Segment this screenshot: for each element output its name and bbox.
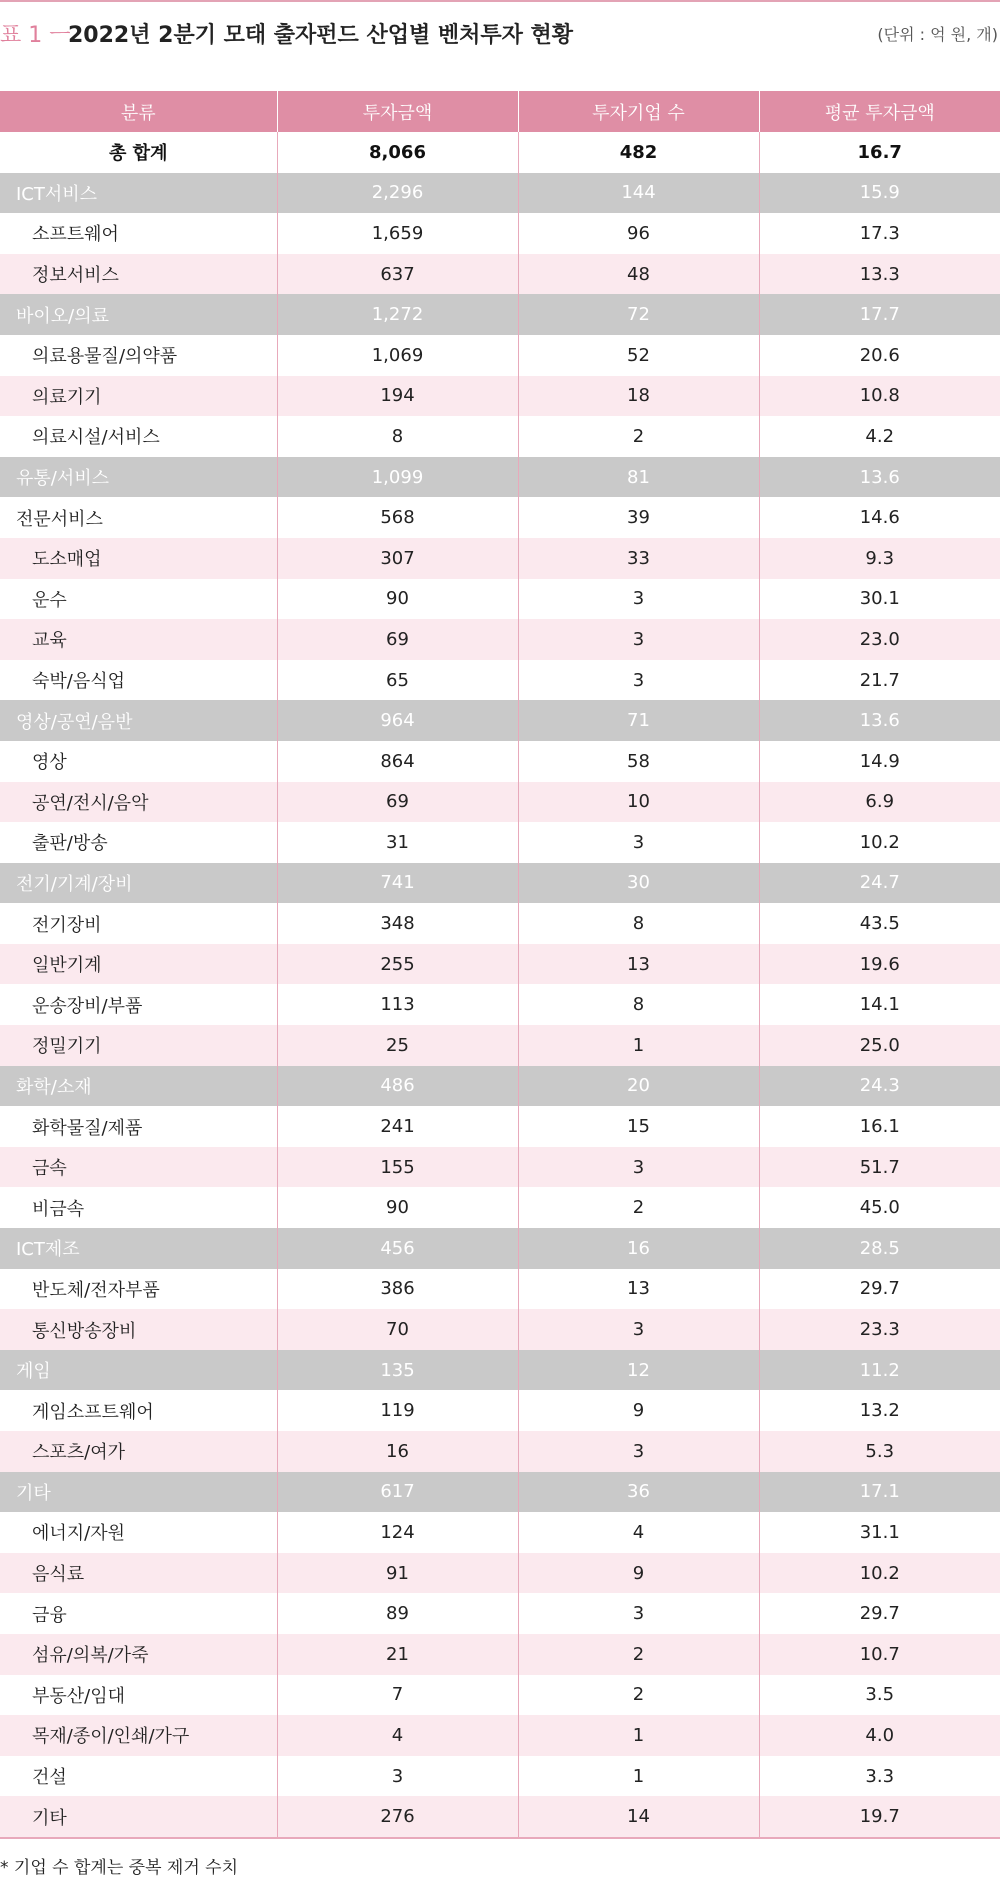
subcategory-row [0,741,1000,782]
total-count: 482 [518,132,759,173]
row-count: 3 [518,579,759,620]
row-count: 16 [518,1228,759,1269]
row-average: 15.9 [759,173,1000,214]
row-label: 전문서비스 [0,497,277,538]
total-label: 총 합계 [0,132,277,173]
column-header-average: 평균 투자금액 [759,91,1000,132]
row-count: 72 [518,294,759,335]
subcategory-row [0,822,1000,863]
row-label: ICT서비스 [0,173,277,214]
row-average: 14.6 [759,497,1000,538]
row-label: 기타 [0,1472,277,1513]
footnote: * 기업 수 합계는 중복 제거 수치 [0,1858,238,1878]
row-average: 17.1 [759,1472,1000,1513]
row-amount: 113 [277,984,518,1025]
row-label: 숙박/음식업 [0,660,277,701]
subcategory-row [0,254,1000,295]
title-bar [0,16,1000,52]
row-label: 의료용물질/의약품 [0,335,277,376]
row-label: 영상 [0,741,277,782]
row-count: 18 [518,376,759,417]
row-label: 유통/서비스 [0,457,277,498]
row-label: 금속 [0,1147,277,1188]
row-label: 에너지/자원 [0,1512,277,1553]
row-count: 48 [518,254,759,295]
total-amount: 8,066 [277,132,518,173]
row-average: 10.8 [759,376,1000,417]
row-label: 운수 [0,579,277,620]
row-label: 정보서비스 [0,254,277,295]
row-average: 20.6 [759,335,1000,376]
row-label: 의료기기 [0,376,277,417]
row-label: 전기/기계/장비 [0,863,277,904]
row-amount: 1,659 [277,213,518,254]
row-count: 3 [518,619,759,660]
subcategory-row [0,1593,1000,1634]
category-row [0,173,1000,214]
row-amount: 307 [277,538,518,579]
subcategory-row [0,1269,1000,1310]
category-row [0,1066,1000,1107]
row-count: 30 [518,863,759,904]
row-average: 29.7 [759,1593,1000,1634]
row-count: 2 [518,1634,759,1675]
row-amount: 90 [277,1187,518,1228]
row-average: 13.6 [759,700,1000,741]
row-average: 10.2 [759,1553,1000,1594]
row-label: 의료시설/서비스 [0,416,277,457]
row-amount: 617 [277,1472,518,1513]
subcategory-row [0,579,1000,620]
row-amount: 1,069 [277,335,518,376]
subcategory-row [0,335,1000,376]
row-amount: 135 [277,1350,518,1391]
row-label: 섬유/의복/가죽 [0,1634,277,1675]
total-row [0,132,1000,173]
subcategory-row [0,903,1000,944]
row-average: 28.5 [759,1228,1000,1269]
row-count: 2 [518,416,759,457]
subcategory-row [0,538,1000,579]
row-count: 15 [518,1106,759,1147]
row-average: 13.2 [759,1390,1000,1431]
row-label: 부동산/임대 [0,1675,277,1716]
row-label: 화학물질/제품 [0,1106,277,1147]
row-count: 1 [518,1756,759,1797]
row-count: 58 [518,741,759,782]
row-label: 통신방송장비 [0,1309,277,1350]
row-amount: 194 [277,376,518,417]
row-amount: 386 [277,1269,518,1310]
row-amount: 70 [277,1309,518,1350]
row-label: 공연/전시/음악 [0,782,277,823]
row-count: 3 [518,1309,759,1350]
column-header-category: 분류 [0,91,277,132]
row-amount: 2,296 [277,173,518,214]
row-average: 4.0 [759,1715,1000,1756]
row-amount: 91 [277,1553,518,1594]
row-amount: 255 [277,944,518,985]
row-average: 45.0 [759,1187,1000,1228]
row-average: 4.2 [759,416,1000,457]
table-header-row [0,91,1000,132]
row-amount: 637 [277,254,518,295]
subcategory-row [0,1187,1000,1228]
row-amount: 276 [277,1796,518,1838]
row-count: 52 [518,335,759,376]
row-amount: 16 [277,1431,518,1472]
row-amount: 864 [277,741,518,782]
row-label: 일반기계 [0,944,277,985]
row-label: 게임 [0,1350,277,1391]
row-label: 음식료 [0,1553,277,1594]
subcategory-row [0,1512,1000,1553]
column-header-count: 투자기업 수 [518,91,759,132]
row-average: 11.2 [759,1350,1000,1391]
row-count: 2 [518,1675,759,1716]
unit-label: (단위 : 억 원, 개) [877,25,998,44]
subcategory-row [0,1147,1000,1188]
subcategory-row [0,497,1000,538]
row-label: 금융 [0,1593,277,1634]
row-amount: 69 [277,619,518,660]
subcategory-row [0,1756,1000,1797]
subcategory-row [0,1634,1000,1675]
row-label: 바이오/의료 [0,294,277,335]
row-count: 3 [518,1147,759,1188]
row-average: 23.0 [759,619,1000,660]
subcategory-row [0,1309,1000,1350]
row-amount: 65 [277,660,518,701]
row-label: 반도체/전자부품 [0,1269,277,1310]
row-count: 71 [518,700,759,741]
row-count: 13 [518,1269,759,1310]
row-amount: 90 [277,579,518,620]
subcategory-row [0,1431,1000,1472]
row-count: 13 [518,944,759,985]
row-count: 12 [518,1350,759,1391]
row-count: 14 [518,1796,759,1838]
row-count: 1 [518,1025,759,1066]
row-average: 13.6 [759,457,1000,498]
row-amount: 7 [277,1675,518,1716]
row-count: 3 [518,1431,759,1472]
subcategory-row [0,1675,1000,1716]
row-label: 스포츠/여가 [0,1431,277,1472]
investment-table [0,91,1000,1839]
subcategory-row [0,984,1000,1025]
row-count: 2 [518,1187,759,1228]
row-average: 10.2 [759,822,1000,863]
row-amount: 1,099 [277,457,518,498]
subcategory-row [0,416,1000,457]
row-amount: 69 [277,782,518,823]
row-label: 소프트웨어 [0,213,277,254]
row-count: 8 [518,903,759,944]
row-average: 14.1 [759,984,1000,1025]
row-amount: 4 [277,1715,518,1756]
row-count: 36 [518,1472,759,1513]
row-average: 30.1 [759,579,1000,620]
table-label: 표 1 ㅡ [0,23,71,48]
subcategory-row [0,213,1000,254]
row-count: 3 [518,1593,759,1634]
row-count: 4 [518,1512,759,1553]
investment-table-wrapper [0,91,1000,1839]
row-average: 5.3 [759,1431,1000,1472]
row-label: 전기장비 [0,903,277,944]
subcategory-row [0,944,1000,985]
row-amount: 741 [277,863,518,904]
subcategory-row [0,660,1000,701]
row-label: 화학/소재 [0,1066,277,1107]
row-average: 14.9 [759,741,1000,782]
row-average: 3.5 [759,1675,1000,1716]
row-amount: 241 [277,1106,518,1147]
row-count: 3 [518,822,759,863]
row-amount: 486 [277,1066,518,1107]
category-row [0,294,1000,335]
row-amount: 89 [277,1593,518,1634]
row-amount: 8 [277,416,518,457]
row-amount: 3 [277,1756,518,1797]
row-average: 31.1 [759,1512,1000,1553]
row-average: 10.7 [759,1634,1000,1675]
row-amount: 568 [277,497,518,538]
row-label: 교육 [0,619,277,660]
row-amount: 964 [277,700,518,741]
category-row [0,1350,1000,1391]
row-average: 19.6 [759,944,1000,985]
total-average: 16.7 [759,132,1000,173]
row-average: 25.0 [759,1025,1000,1066]
row-amount: 155 [277,1147,518,1188]
row-count: 39 [518,497,759,538]
row-amount: 348 [277,903,518,944]
row-average: 21.7 [759,660,1000,701]
row-count: 8 [518,984,759,1025]
row-count: 20 [518,1066,759,1107]
subcategory-row [0,1715,1000,1756]
row-amount: 25 [277,1025,518,1066]
top-rule [0,0,1000,2]
row-label: 건설 [0,1756,277,1797]
row-average: 9.3 [759,538,1000,579]
row-average: 17.3 [759,213,1000,254]
row-label: 출판/방송 [0,822,277,863]
subcategory-row [0,782,1000,823]
subcategory-row [0,1025,1000,1066]
row-count: 144 [518,173,759,214]
row-count: 33 [518,538,759,579]
category-row [0,1228,1000,1269]
subcategory-row [0,1553,1000,1594]
row-label: 운송장비/부품 [0,984,277,1025]
row-count: 81 [518,457,759,498]
row-average: 16.1 [759,1106,1000,1147]
row-amount: 124 [277,1512,518,1553]
row-label: 도소매업 [0,538,277,579]
row-label: 기타 [0,1796,277,1838]
row-amount: 1,272 [277,294,518,335]
row-average: 23.3 [759,1309,1000,1350]
row-amount: 456 [277,1228,518,1269]
row-label: 정밀기기 [0,1025,277,1066]
table-body [0,132,1000,1838]
row-average: 3.3 [759,1756,1000,1797]
column-header-amount: 투자금액 [277,91,518,132]
subcategory-row [0,1106,1000,1147]
subcategory-row [0,376,1000,417]
row-count: 96 [518,213,759,254]
row-average: 43.5 [759,903,1000,944]
row-average: 24.7 [759,863,1000,904]
category-row [0,457,1000,498]
row-count: 3 [518,660,759,701]
subcategory-row [0,1390,1000,1431]
row-average: 29.7 [759,1269,1000,1310]
row-average: 51.7 [759,1147,1000,1188]
row-average: 24.3 [759,1066,1000,1107]
subcategory-row [0,619,1000,660]
row-average: 19.7 [759,1796,1000,1838]
row-average: 17.7 [759,294,1000,335]
row-label: 비금속 [0,1187,277,1228]
row-average: 6.9 [759,782,1000,823]
page-title: 2022년 2분기 모태 출자펀드 산업별 벤처투자 현황 [68,23,574,48]
row-count: 9 [518,1553,759,1594]
category-row [0,700,1000,741]
row-amount: 21 [277,1634,518,1675]
row-count: 9 [518,1390,759,1431]
row-count: 1 [518,1715,759,1756]
row-amount: 31 [277,822,518,863]
row-label: 목재/종이/인쇄/가구 [0,1715,277,1756]
category-row [0,1472,1000,1513]
subcategory-row [0,1796,1000,1838]
row-label: 영상/공연/음반 [0,700,277,741]
row-average: 13.3 [759,254,1000,295]
row-count: 10 [518,782,759,823]
row-label: 게임소프트웨어 [0,1390,277,1431]
row-amount: 119 [277,1390,518,1431]
row-label: ICT제조 [0,1228,277,1269]
category-row [0,863,1000,904]
